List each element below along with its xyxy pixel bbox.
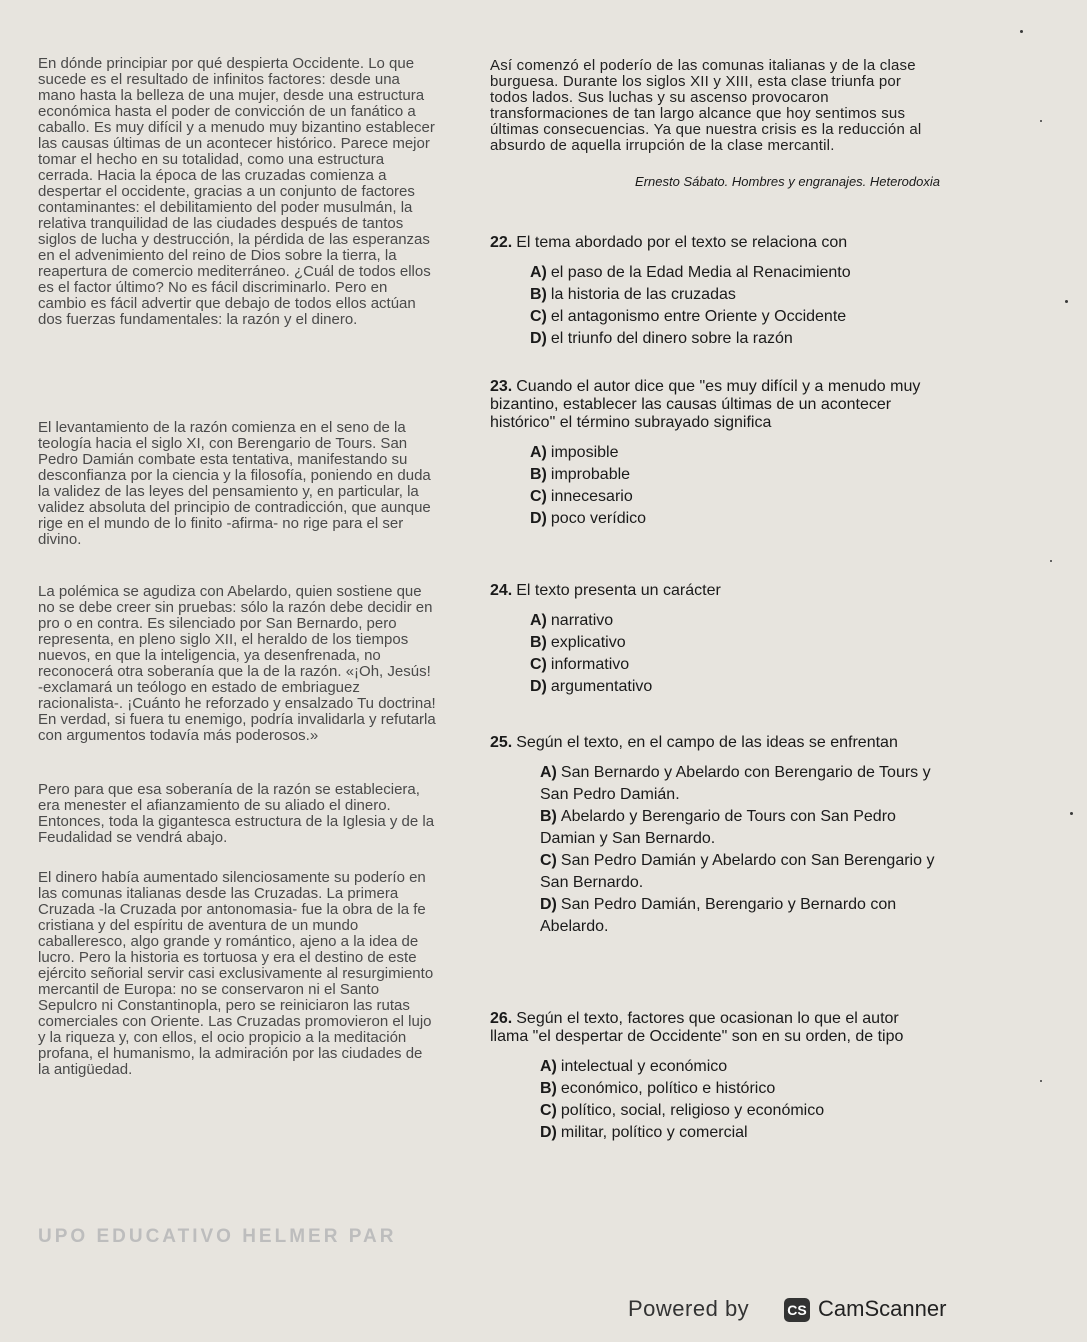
right-column (490, 57, 940, 1141)
question-text: El texto presenta un carácter (516, 582, 721, 599)
question-26 (490, 1010, 940, 1144)
option-d: D) San Pedro Damián, Berengario y Bernardo con Abelardo. (540, 896, 897, 935)
scan-speck (1020, 30, 1023, 33)
option-b: B) económico, político e histórico (540, 1080, 776, 1097)
option-a: A) el paso de la Edad Media al Renacimiento (530, 264, 851, 281)
question-number: 23. (490, 378, 513, 395)
intro-paragraph: Así comenzó el poderío de las comunas italianas y de la clase burguesa. Durante los siglos XII y XIII, esta clase triunfa por todos lados. Sus luchas y su ascenso provocaron transformaciones de tan largo alcance que hoy sentimos sus últimas consecuencias. Ya que nuestra crisis es la reducción al absurdo de aquella irrupción de la clase mercantil. (490, 57, 922, 154)
scan-speck (1040, 1080, 1042, 1082)
camscanner-logo-icon: CS (784, 1298, 810, 1322)
option-b: B) Abelardo y Berengario de Tours con San Pedro Damian y San Bernardo. (540, 808, 896, 847)
left-paragraph: El levantamiento de la razón comienza en el seno de la teología hacia el siglo XI, con Berengario de Tours. San Pedro Damián combate esta tentativa, manifestando su desconfianza por la ciencia y la filosofía, poniendo en duda la validez de las leyes del pensamiento y, en particular, la validez absoluta del principio de contradicción, que aunque rige en el mundo de lo finito -afirma- no rige para el ser divino. (38, 420, 431, 548)
option-d: D) poco verídico (530, 510, 647, 527)
left-paragraph: El dinero había aumentado silenciosamente su poderío en las comunas italianas desde las Cruzadas. La primera Cruzada -la Cruzada por antonomasia- fue la obra de la fe cristiana y del espíritu de aventura de un mundo caballeresco, algo grande y romántico, ajeno a la idea de lucro. Pero la historia es tortuosa y era el destino de este ejército señorial servir casi exclusivamente al resurgimiento mercantil de Europa: no se conservaron ni el Santo Sepulcro ni Constantinopla, pero se reiniciaron las rutas comerciales con Oriente. Las Cruzadas promovieron el lujo y la riqueza y, con ellos, el ocio propicio a la meditación profana, el humanismo, la admiración por las ciudades de la antigüedad. (38, 870, 434, 1078)
powered-by-text: Powered by (628, 1296, 750, 1321)
question-text: El tema abordado por el texto se relaciona con (516, 234, 848, 251)
footer-institution-text: UPO EDUCATIVO HELMER PAR (38, 1226, 397, 1247)
author-citation: Ernesto Sábato. Hombres y engranajes. Heterodoxia (635, 174, 940, 189)
question-number: 25. (490, 734, 513, 751)
option-c: C) San Pedro Damián y Abelardo con San Berengario y San Bernardo. (540, 852, 935, 891)
camscanner-brand: CamScanner (818, 1296, 947, 1321)
question-number: 24. (490, 582, 513, 599)
option-c: C) informativo (530, 656, 630, 673)
option-c: C) innecesario (530, 488, 633, 505)
question-25 (490, 734, 940, 938)
question-number: 26. (490, 1010, 513, 1027)
option-a: A) San Bernardo y Abelardo con Berengario de Tours y San Pedro Damián. (540, 764, 931, 803)
option-c: C) el antagonismo entre Oriente y Occidente (530, 308, 847, 325)
option-a: A) narrativo (530, 612, 614, 629)
left-paragraph: En dónde principiar por qué despierta Occidente. Lo que sucede es el resultado de infinitos factores: desde una mano hasta la belleza de una mujer, desde una estructura económica hasta el poder de convicción de un fanático a caballo. Es muy difícil y a menudo muy bizantino establecer las causas últimas de un acontecer histórico. Parece mejor tomar el hecho en su totalidad, como una estructura cerrada. Hacia la época de las cruzadas comienza a despertar el occidente, gracias a un conjunto de factores contaminantes: el debilitamiento del poder musulmán, la relativa tranquilidad de las ciudades después de tantos siglos de lucha y destrucción, la pérdida de las esperanzas en el advenimiento del reino de Dios sobre la tierra, la reapertura de comercio mediterráneo. ¿Cuál de todos ellos es el factor último? No es fácil discriminarlo. Pero en cambio es fácil advertir que debajo de todos ellos actúan dos fuerzas fundamentales: la razón y el dinero. (38, 56, 435, 328)
option-b: B) la historia de las cruzadas (530, 286, 736, 303)
scan-speck (1065, 300, 1068, 303)
option-a: A) imposible (530, 444, 619, 461)
question-22 (490, 234, 940, 350)
question-text: Según el texto, en el campo de las ideas se enfrentan (516, 734, 898, 751)
left-paragraph: La polémica se agudiza con Abelardo, quien sostiene que no se debe creer sin pruebas: sólo la razón debe decidir en pro o en contra. Es silenciado por San Bernardo, pero representa, en pleno siglo XII, el heraldo de los tiempos nuevos, en que la inteligencia, ya desenfrenada, no reconocerá otra soberanía que la de la razón. «¡Oh, Jesús! -exclamará un teólogo en estado de embriaguez racionalista-. ¡Cuánto he reforzado y ensalzado Tu doctrina! En verdad, si fuera tu enemigo, podría invalidarla y refutarla con argumentos todavía más poderosos.» (38, 584, 436, 744)
question-24 (490, 582, 940, 698)
scan-speck (1050, 560, 1052, 562)
option-d: D) el triunfo del dinero sobre la razón (530, 330, 793, 347)
option-b: B) improbable (530, 466, 631, 483)
question-text: Según el texto, factores que ocasionan lo que el autor llama "el despertar de Occidente" son en su orden, de tipo (490, 1010, 904, 1045)
option-b: B) explicativo (530, 634, 626, 651)
option-d: D) militar, político y comercial (540, 1124, 748, 1141)
left-paragraph: Pero para que esa soberanía de la razón se estableciera, era menester el afianzamiento de su aliado el dinero. Entonces, toda la gigantesca estructura de la Iglesia y de la Feudalidad se vendrá abajo. (38, 782, 435, 846)
question-23 (490, 378, 940, 530)
left-column-text (38, 56, 438, 1140)
question-number: 22. (490, 234, 513, 251)
question-text: Cuando el autor dice que "es muy difícil y a menudo muy bizantino, establecer las causas últimas de un acontecer histórico" el término subrayado significa (490, 378, 921, 431)
scan-speck (1040, 120, 1042, 122)
option-a: A) intelectual y económico (540, 1058, 728, 1075)
scan-speck (1070, 812, 1073, 815)
option-c: C) político, social, religioso y económico (540, 1102, 825, 1119)
option-d: D) argumentativo (530, 678, 653, 695)
